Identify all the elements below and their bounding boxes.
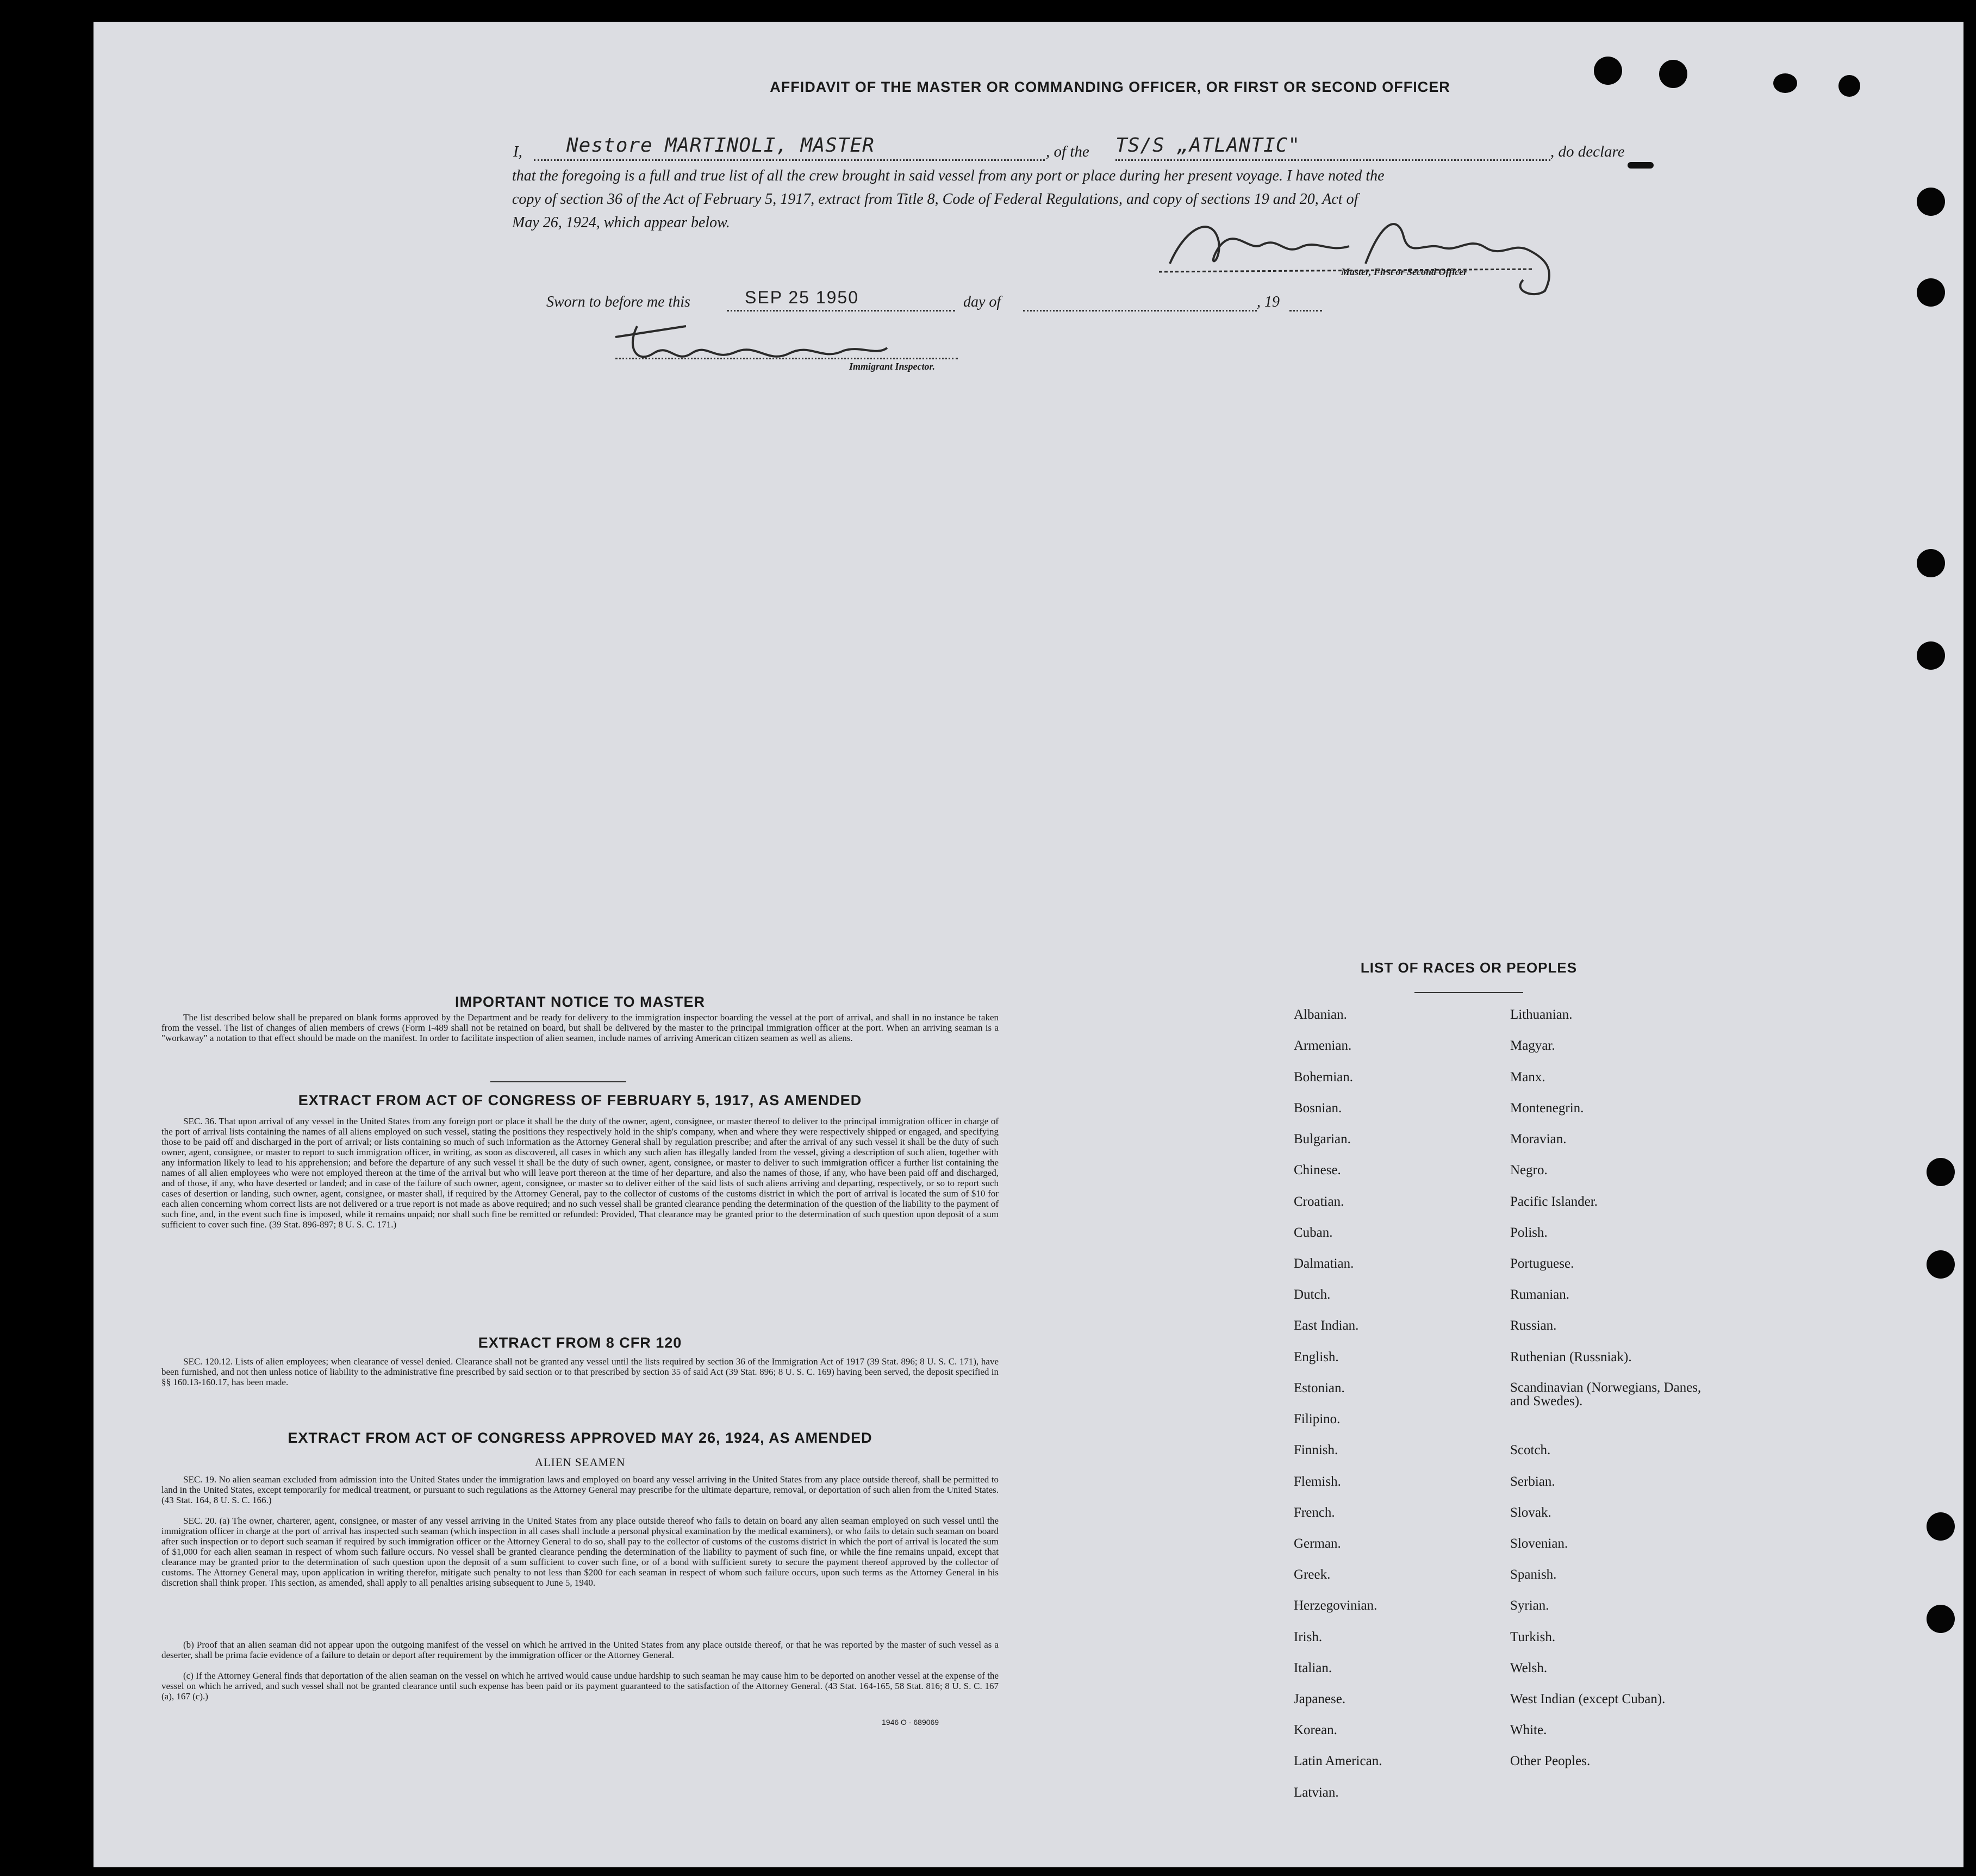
race-item: Syrian. [1510,1598,1549,1613]
notice-divider [490,1081,626,1082]
year-prefix: , 19 [1257,294,1280,310]
print-code: 1946 O - 689069 [882,1718,939,1727]
race-item: Italian. [1294,1661,1332,1675]
race-item: Ruthenian (Russniak). [1510,1350,1632,1364]
race-item: Flemish. [1294,1474,1341,1489]
race-item: Irish. [1294,1630,1323,1644]
race-item: Herzegovinian. [1294,1598,1377,1613]
signature-caption-master: Master, [1341,266,1372,277]
signature-caption-struck: First or Second Officer [1374,266,1468,277]
race-item: Estonian. [1294,1381,1345,1395]
race-item: East Indian. [1294,1318,1359,1333]
affidavit-of-the: , of the [1046,143,1089,160]
master-name-line [534,159,1045,161]
punch-hole [1917,188,1945,216]
punch-hole [1927,1250,1955,1279]
extract-1924-subtitle: ALIEN SEAMEN [534,1456,626,1469]
race-item: West Indian (except Cuban). [1510,1692,1666,1706]
day-of-label: day of [963,294,1001,310]
race-item: Dalmatian. [1294,1256,1354,1271]
race-item: Magyar. [1510,1038,1555,1053]
race-item: White. [1510,1723,1547,1737]
race-item: Rumanian. [1510,1287,1570,1302]
sworn-date-line [727,310,955,311]
race-item: English. [1294,1350,1339,1364]
race-item: Chinese. [1294,1163,1341,1177]
extract-1917-body: SEC. 36. That upon arrival of any vessel in the United States from any foreign port or place it shall be the duty of the owner, agent, consignee, or master thereof to deliver to the principal immigration officer in charge of the port of arrival lists containing the names of all aliens employed on such vessel, stating the positions they respectively hold in the ship's company, when and where they were respectively shipped or engaged, and specifying those to be paid off and discharged in the port of arrival; or lists containing so much of such information as the Attorney General shall by regulation prescribe; and after the arrival of any such vessel it shall be the duty of such owner, agent, consignee, or master to report to such immigration officer, in writing, as soon as discovered, all cases in which any such alien has illegally landed from the vessel, giving a description of such alien, together with any information likely to lead to his apprehension; and before the departure of any such vessel it shall be the duty of such owner, agent, consignee, or master to deliver to such immigration officer a further list containing the names of all alien employees who were not employed thereon at the time of the arrival but who will leave port thereon at the time of her departure, and also the names of those, if any, who have been paid off and discharged, and of those, if any, who have deserted or landed; and in case of the failure of such owner, agent, consignee, or master so to deliver either of the said lists of such aliens arriving and departing, respectively, or so to report such cases of desertion or landing, such owner, agent, consignee, or master shall, if required by the Attorney General, pay to the collector of customs of the customs district in which the port of arrival is located the sum of $10 for each alien concerning whom correct lists are not delivered or a true report is not made as above required; and no such vessel shall be granted clearance pending the determination of the question of the liability to the payment of such fine, and, in the event such fine is imposed, while it remains unpaid; nor shall such fine be remitted or refunded: Provided, That clearance may be granted prior to the determination of such question upon deposit of a sum sufficient to cover such fine. (39 Stat. 896-897; 8 U. S. C. 171.) [161,1116,999,1230]
race-item: Albanian. [1294,1007,1347,1022]
extract-1924-title: EXTRACT FROM ACT OF CONGRESS APPROVED MAY 26, 1924, AS AMENDED [288,1430,872,1446]
race-item: Pacific Islander. [1510,1194,1598,1209]
master-name-field: Nestore MARTINOLI, MASTER [566,134,875,157]
race-item: Korean. [1294,1723,1337,1737]
affidavit-body-line3: May 26, 1924, which appear below. [512,214,730,231]
document-page [93,22,1963,1867]
race-item: Negro. [1510,1163,1548,1177]
punch-hole [1838,75,1860,97]
race-item: Russian. [1510,1318,1557,1333]
punch-hole [1773,73,1797,93]
extract-1924-sec20b: (b) Proof that an alien seaman did not appear upon the outgoing manifest of the vessel on which he arrived in the United States from any place outside thereof, or that he was reported by the master of such vessel as a deserter, shall be prima facie evidence of a failure to detain or deport after requirement by the immigration officer or the Attorney General. [161,1640,999,1660]
ink-mark [1628,162,1654,169]
punch-hole [1659,60,1687,88]
inspector-line [615,358,958,359]
race-item: Slovak. [1510,1505,1551,1520]
race-item: Scotch. [1510,1443,1551,1457]
race-item: Turkish. [1510,1630,1556,1644]
race-item: Moravian. [1510,1132,1567,1146]
sworn-label: Sworn to before me this [546,294,690,310]
race-item: Bosnian. [1294,1101,1342,1115]
race-item: Finnish. [1294,1443,1338,1457]
punch-hole [1917,278,1945,307]
race-item: Scandinavian (Norwegians, Danes, and Swedes). [1510,1380,1701,1408]
sworn-date-stamp: SEP 25 1950 [745,288,859,307]
race-item: Armenian. [1294,1038,1352,1053]
extract-1917-title: EXTRACT FROM ACT OF CONGRESS OF FEBRUARY 5, 1917, AS AMENDED [298,1092,862,1108]
extract-cfr-body: SEC. 120.12. Lists of alien employees; when clearance of vessel denied. Clearance shall not be granted any vessel until the lists required by section 36 of the Immigration Act of 1917 (39 Stat. 896; 8 U. S. C. 171), have been furnished, and not then unless notice of liability to the administrative fine prescribed by said section or to that prescribed by section 35 of said Act (39 Stat. 896; 8 U. S. C. 169) having been served, the deposit specified in §§ 160.13-160.17, has been made. [161,1356,999,1387]
year-line [1289,310,1322,311]
race-item: Croatian. [1294,1194,1344,1209]
race-item: Manx. [1510,1070,1545,1085]
race-item: Cuban. [1294,1225,1333,1240]
affidavit-i-prefix: I, [513,143,522,160]
race-item: Filipino. [1294,1412,1341,1426]
extract-1924-sec19: SEC. 19. No alien seaman excluded from admission into the United States under the immigration laws and employed on board any vessel arriving in the United States from any place outside thereof, shall be permitted to land in the United States, except temporarily for medical treatment, or pursuant to such regulations as the Attorney General may prescribe for the ultimate departure, removal, or deportation of such alien from the United States. (43 Stat. 164, 8 U. S. C. 166.) [161,1474,999,1505]
affidavit-body-line1: that the foregoing is a full and true list of all the crew brought in said vessel from any port or place during her present voyage. I have noted the [512,167,1385,184]
races-title: LIST OF RACES OR PEOPLES [1360,959,1578,976]
punch-hole [1917,549,1945,577]
race-item: German. [1294,1536,1341,1551]
affidavit-do-declare: , do declare [1550,143,1625,160]
extract-1924-sec20c: (c) If the Attorney General finds that deportation of the alien seaman on the vessel on which he arrived would cause undue hardship to such seaman he may cause him to be deported on another vessel at the expense of the vessel on which he arrived, and such vessel shall not be granted clearance until such expense has been paid or its payment guaranteed to the satisfaction of the Attorney General. (43 Stat. 164-165, 58 Stat. 816; 8 U. S. C. 167 (a), 167 (c).) [161,1671,999,1702]
race-item: Lithuanian. [1510,1007,1573,1022]
affidavit-body-line2: copy of section 36 of the Act of February 5, 1917, extract from Title 8, Code of Federal Regulations, and copy of sections 19 and 20, Act of [512,191,1358,208]
vessel-name-field: TS/S „ATLANTIC" [1115,134,1301,157]
race-item: French. [1294,1505,1335,1520]
master-signature [1154,204,1578,302]
race-item: Latin American. [1294,1754,1382,1768]
race-item: Greek. [1294,1567,1331,1582]
race-item: Polish. [1510,1225,1548,1240]
punch-hole [1917,641,1945,670]
extract-cfr-title: EXTRACT FROM 8 CFR 120 [478,1335,682,1351]
race-item: Bohemian. [1294,1070,1354,1085]
month-line [1023,310,1257,311]
race-item: Bulgarian. [1294,1132,1351,1146]
race-item: Serbian. [1510,1474,1555,1489]
race-item: Montenegrin. [1510,1101,1584,1115]
race-item: Portuguese. [1510,1256,1574,1271]
notice-title: IMPORTANT NOTICE TO MASTER [455,994,705,1010]
punch-hole [1927,1512,1955,1541]
punch-hole [1927,1158,1955,1186]
extract-1924-sec20a: SEC. 20. (a) The owner, charterer, agent, consignee, or master of any vessel arriving in the United States from any place outside thereof who fails to detain on board any alien seaman employed on such vessel until the immigration officer in charge at the port of arrival has inspected such seaman (which inspection in all cases shall include a personal physical examination by the medical examiners), or who fails to detain such seaman on board after such inspection or to deport such seaman if required by such immigration officer or the Attorney General to do so, shall pay to the collector of customs of the customs district in which the port of arrival is located the sum of $1,000 for each alien seaman in respect of whom such failure occurs. No vessel shall be granted clearance pending the determination of the liability to payment of such fine, or while the fine remains unpaid, except that clearance may be granted prior to the determination of such question upon the deposit of a sum sufficient to cover such fine, or of a bond with sufficient surety to secure the payment thereof approved by the collector of customs. The Attorney General may, upon application in writing therefor, mitigate such penalty to not less than $200 for each seaman in respect of whom such failure occurs, upon such terms as the Attorney General in his discretion shall think proper. This section, as amended, shall apply to all penalties arising subsequent to June 5, 1940. [161,1516,999,1588]
inspector-caption: Immigrant Inspector. [849,361,936,372]
race-item: Slovenian. [1510,1536,1568,1551]
race-item: Latvian. [1294,1785,1339,1800]
race-item: Dutch. [1294,1287,1331,1302]
races-divider [1414,992,1523,993]
affidavit-title: AFFIDAVIT OF THE MASTER OR COMMANDING OFFICER, OR FIRST OR SECOND OFFICER [770,79,1450,95]
punch-hole [1927,1605,1955,1633]
race-item: Japanese. [1294,1692,1346,1706]
race-item: Other Peoples. [1510,1754,1591,1768]
notice-body: The list described below shall be prepared on blank forms approved by the Department and be ready for delivery to the immigration inspector boarding the vessel at the port of arrival, and shall in no instance be taken from the vessel. The list of changes of alien members of crews (Form I-489 shall not be retained on board, but shall be delivered by the master to the principal immigration officer at the port. When an arriving seaman is a "workaway" a notation to that effect should be made on the manifest. In order to facilitate inspection of alien seamen, include names of arriving American citizen seamen as well as aliens. [161,1012,999,1043]
signature-caption [1341,266,1467,278]
race-item: Spanish. [1510,1567,1557,1582]
race-item: Welsh. [1510,1661,1548,1675]
vessel-name-line [1115,159,1550,161]
